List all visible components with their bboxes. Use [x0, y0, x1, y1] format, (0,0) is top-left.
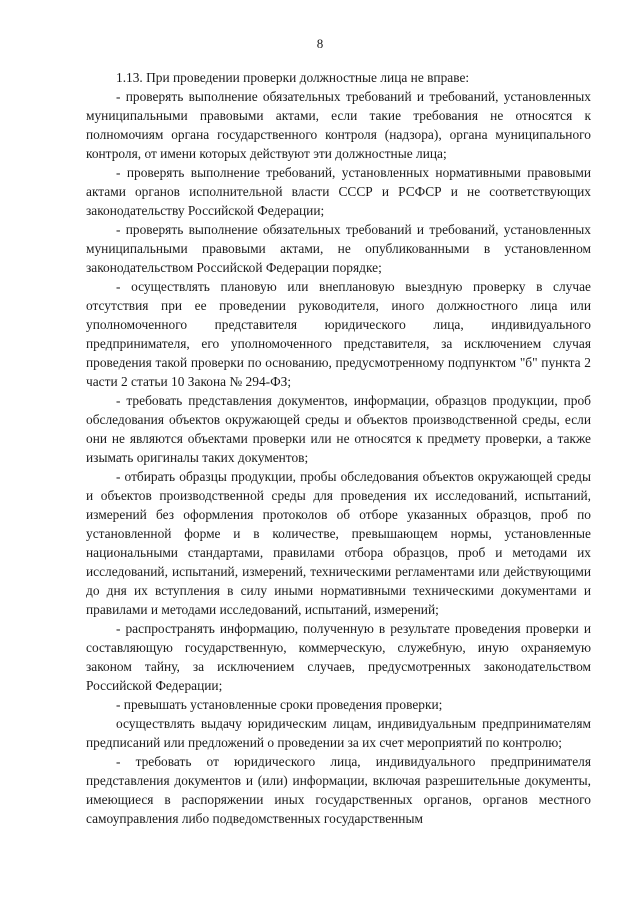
paragraph-item: - требовать представления документов, информации, образцов продукции, проб обследования объектов окружающей среды и объектов производственной среды, если они не являются объектами проверки или не относятся к предмету проверки, а также изымать оригиналы таких документов; — [86, 393, 591, 465]
paragraph-item: - отбирать образцы продукции, пробы обследования объектов окружающей среды и объектов производственной среды для проведения их исследований, испытаний, измерений без оформления протоколов об отборе указанных образцов, проб по установленной форме и в количестве, превышающем нормы, установленные национальными стандартами, правилами отбора образцов, проб и методами их исследований, испытаний, измерений, техническими регламентами или действующими до дня их вступления в силу иными нормативными техническими документами и правилами и методами исследований, испытаний, измерений; — [86, 469, 591, 617]
paragraph-item: - проверять выполнение требований, установленных нормативными правовыми актами органов исполнительной власти СССР и РСФСР и не соответствующих законодательству Российской Федерации; — [86, 165, 591, 218]
paragraph-item: - проверять выполнение обязательных требований и требований, установленных муниципальными правовыми актами, не опубликованными в установленном законодательством Российской Федерации порядке; — [86, 222, 591, 275]
document-body — [86, 68, 591, 828]
paragraph-item: - превышать установленные сроки проведения проверки; — [116, 697, 443, 712]
paragraph-item: - проверять выполнение обязательных требований и требований, установленных муниципальными правовыми актами, если такие требования не относятся к полномочиям органа государственного контроля (надзора), органа муниципального контроля, от имени которых действуют эти должностные лица; — [86, 89, 591, 161]
paragraph-item: - осуществлять плановую или внеплановую выездную проверку в случае отсутствия при ее проведении руководителя, иного должностного лица или уполномоченного представителя юридического лица, индивидуального предпринимателя, его уполномоченного представителя, за исключением случая проведения такой проверки по основанию, предусмотренному подпунктом "б" пункта 2 части 2 статьи 10 Закона № 294-ФЗ; — [86, 279, 591, 389]
paragraph-item: - распространять информацию, полученную в результате проведения проверки и составляющую государственную, коммерческую, служебную, иную охраняемую законом тайну, за исключением случаев, предусмотренных законодательством Российской Федерации; — [86, 621, 591, 693]
paragraph-item: осуществлять выдачу юридическим лицам, индивидуальным предпринимателям предписаний или предложений о проведении за их счет мероприятий по контролю; — [86, 716, 591, 750]
paragraph-heading: 1.13. При проведении проверки должностные лица не вправе: — [116, 70, 470, 85]
paragraph-item: - требовать от юридического лица, индивидуального предпринимателя представления документов и (или) информации, включая разрешительные документы, имеющиеся в распоряжении иных государственных органов, органов местного самоуправления либо подведомственных государственным — [86, 754, 591, 826]
page-number: 8 — [316, 36, 324, 51]
